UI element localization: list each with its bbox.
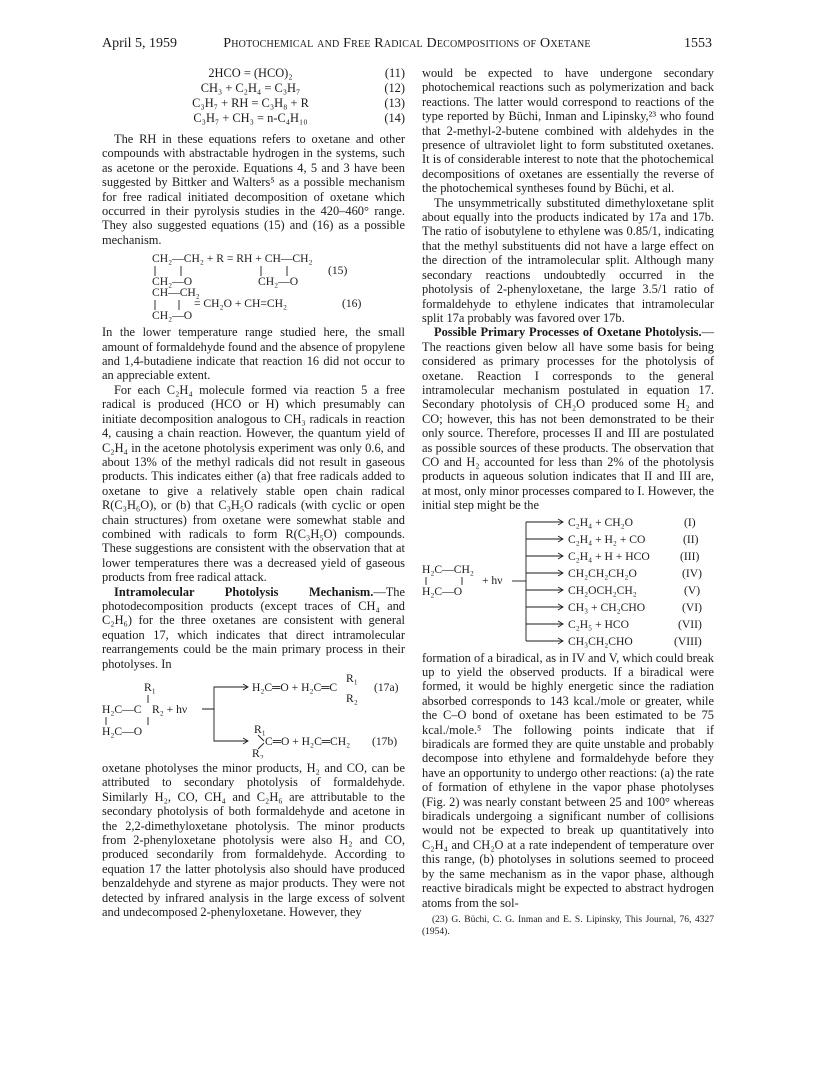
- equation-row: [102, 111, 405, 126]
- product: C₂H₄ + H₂ + CO: [568, 532, 646, 546]
- equation-row: [102, 66, 405, 81]
- process-number: (II): [683, 532, 699, 546]
- product-17a: H₂C═O + H₂C═C: [252, 681, 338, 694]
- product-17b: C═O + H₂C═CH₂: [265, 735, 351, 748]
- process-number: (III): [680, 549, 700, 563]
- header-title: Photochemical and Free Radical Decompositions of Oxetane: [223, 36, 591, 51]
- equation-number: (11): [384, 66, 405, 81]
- equation-block-11-14: [102, 66, 405, 126]
- product: C₂H₅ + HCO: [568, 617, 630, 631]
- arrow-line: [214, 709, 247, 741]
- process-number: (VIII): [674, 634, 702, 648]
- equation-text: C₃H₇ + RH = C₃H₈ + R: [192, 96, 309, 111]
- substituent-label: R₁: [144, 681, 156, 694]
- equation-number: (12): [384, 81, 405, 96]
- product: CH₂CH₂CH₂O: [568, 566, 637, 580]
- reactant-bottom: H₂C—O: [102, 725, 143, 738]
- reactant-bottom: H₂C—O: [422, 584, 463, 598]
- left-column: [102, 66, 405, 919]
- paragraph: would be expected to have undergone secondary photochemical reactions such as polymerization and back reactions. The latter would correspond to reactions of the type reported by Büchi, Inman and Lipinsky,²³ who found that 2-methyl-2-butene combined with aldehydes in the presence of ultraviolet light to form substituted oxetanes. It is of considerable interest to note that the photochemical decompositions of oxetanes are essentially the reverse of the photochemical syntheses found by Büchi, et al.: [422, 66, 714, 196]
- equation-17: [102, 673, 405, 759]
- eq16-products: = CH₂O + CH=CH₂: [194, 297, 288, 311]
- process-number: (I): [684, 515, 696, 529]
- paragraph: In the lower temperature range studied here, the small amount of formaldehyde found and the absence of propylene and 1,4-butadiene indicate that reaction 16 did not occur to an appreciable extent.: [102, 325, 405, 383]
- equation-number: (13): [384, 96, 405, 111]
- eq15-top: CH₂—CH₂ + R = RH + CH—CH₂: [152, 252, 313, 266]
- product: CH₃ + CH₂CHO: [568, 600, 646, 614]
- paragraph-text: —The reactions given below all have some basis for being considered as primary processes for the photolysis of oxetane. Reaction I corresponds to the general intramolecular mechanism postulated in equation 17. Secondary photolysis of CH₂O produced some H₂ and CO; however, this has not been demonstrated to be their only source. Therefore, processes II and III are postulated as possible sources of these products. The observation that CO and H₂ accounted for less than 2% of the photolysis products in aqueous solution indicates that II and III are, at most, only minor processes compared to I. However, the initial step might be the: [422, 325, 714, 513]
- equation-text: 2HCO = (HCO)₂: [208, 66, 293, 81]
- equation-text: CH₃ + C₂H₄ = C₃H₇: [200, 81, 301, 96]
- right-column: [422, 66, 714, 938]
- paragraph: formation of a biradical, as in IV and V, which could break up to yield the observed products. If a biradical were formed, it would be highly energetic since the radiation absorbed corresponds to 143 kcal./mole or greater, while the C–O bond of oxetane has been estimated to be 75 kcal./mole.⁵ The following points indicate that if biradicals are formed they are quite unstable and probably decompose into ethylene and formaldehyde before they have an opportunity to undergo other reactions: (a) the rate of formation of ethylene in the vapor phase photolyses (Fig. 2) was nearly constant between 25 and 100° whereas biradicals undergoing a significant number of collisions would not be expected to break up quantitatively into C₂H₄ and CH₂O at a rate independent of temperature over this range, (b) photolyses in solutions seemed to proceed by the same mechanism as in the vapor phase, although reactive biradicals might be expected to abstract hydrogen atoms from the sol-: [422, 650, 714, 910]
- substituent-label: R₁: [254, 723, 266, 736]
- paragraph-text: —The photodecomposition products (except traces of CH₄ and C₂H₆) for the three oxetanes are consistent with general equation 17, which indicates that direct intramolecular rearrangements could be the main primary process in their photolyses. In: [102, 584, 405, 671]
- paragraph: For each C₂H₄ molecule formed via reaction 5 a free radical is produced (HCO or H) which presumably can initiate decomposition analogous to CH₃ radicals in reaction 4, causing a chain reaction. However, the quantum yield of C₂H₄ in the acetone photolysis experiment was only 0.6, and about 13% of the methyl radicals did not result in gaseous products. This indicates either (a) that free radicals added to oxetane to give a relatively stable open chain radical R(C₃H₆O), or (b) that C₃H₅O radicals (with cyclic or open chain structures) from oxetane were somewhat stable and combined with radicals to form R(C₃H₅O) compounds. These suggestions are consistent with the observation that at lower temperatures there was a decreased yield of gaseous products from free radical attack.: [102, 382, 405, 585]
- process-number: (V): [684, 583, 701, 597]
- section-heading: Possible Primary Processes of Oxetane Photolysis.: [434, 325, 702, 340]
- product: C₂H₄ + CH₂O: [568, 515, 634, 529]
- footnote: (23) G. Büchi, C. G. Inman and E. S. Lipinsky, This Journal, 76, 4327 (1954).: [422, 914, 714, 937]
- paragraph: oxetane photolyses the minor products, H₂ and CO, can be attributed to secondary photolysis of formaldehyde. Similarly H₂, CO, CH₄ and C₂H₆ are attributable to the secondary photolysis of both formaldehyde and acetone in the 2,2-dimethyloxetane photolysis. The minor products from 2-phenyloxetane photolysis were also H₂ and CO, produced secondarily from formaldehyde. According to equation 17 the latter photolysis also should have produced benzaldehyde and styrene as major products. They were not detected by infrared analysis in the large excess of solvent and undecomposed 2-phenyloxetane. However, they: [102, 761, 405, 920]
- equation-row: [102, 81, 405, 96]
- section-heading: Intramolecular Photolysis Mechanism.: [114, 584, 374, 599]
- eq15-left-bottom: CH₂—O: [152, 275, 193, 289]
- equation-number: (17a): [374, 681, 399, 694]
- eq16-bottom: CH₂—O: [152, 309, 193, 323]
- photon-term: + hν: [482, 573, 503, 587]
- running-header: [102, 36, 712, 58]
- eq16-top: CH—CH₂: [152, 286, 200, 300]
- primary-process-scheme: [422, 515, 714, 649]
- reactant-top: H₂C—C: [102, 703, 142, 716]
- paragraph: The RH in these equations refers to oxetane and other compounds with abstractable hydrogen in the systems, such as acetone or the peroxide. Equations 4, 5 and 3 have been suggested by Bittker and Walters⁵ as a possible mechanism for free radical initiated decomposition of oxetane which occurred in their pyrolysis studies in the 420–460° range. They also suggested equations (15) and (16) as a possible mechanism.: [102, 132, 405, 247]
- substituent-label: R₁: [346, 673, 358, 685]
- product: CH₃CH₂CHO: [568, 634, 633, 648]
- equation-number: (14): [384, 111, 405, 126]
- equation-number: (15): [328, 264, 348, 278]
- substituent-label: R₂: [346, 692, 358, 705]
- equation-number: (17b): [372, 735, 398, 748]
- equation-number: (16): [342, 297, 362, 311]
- product: CH₂OCH₂CH₂: [568, 583, 637, 597]
- page-number: 1553: [684, 36, 712, 51]
- paragraph: [102, 585, 405, 671]
- paragraph: [422, 325, 714, 512]
- process-number: (VII): [678, 617, 702, 631]
- reactant-top: H₂C—CH₂: [422, 562, 474, 576]
- equation-row: [102, 96, 405, 111]
- substituent-label: R₂: [252, 747, 264, 759]
- eq15-right-bottom: CH₂—O: [258, 275, 299, 289]
- equations-15-16: [102, 249, 405, 323]
- product: C₂H₄ + H + HCO: [568, 549, 650, 563]
- process-number: (VI): [682, 600, 702, 614]
- equation-text: C₃H₇ + CH₃ = n-C₄H₁₀: [193, 111, 308, 126]
- paragraph: The unsymmetrically substituted dimethyloxetane split about equally into the products indicated by 17a and 17b. The ratio of isobutylene to ethylene was 0.85/1, indicating that the methyl substituents did not have a large effect on the direction of the intramolecular split. Although many secondary reactions undoubtedly occurred in the photolysis of 2-phenyloxetane, the large 3.5/1 ratio of formaldehyde to ethylene indicates that intramolecular split 17a probably was favored over 17b.: [422, 195, 714, 325]
- process-number: (IV): [682, 566, 702, 580]
- header-date: April 5, 1959: [102, 36, 178, 51]
- reactant-substituent: R₂ + hν: [152, 703, 188, 716]
- arrow-line: [202, 687, 247, 709]
